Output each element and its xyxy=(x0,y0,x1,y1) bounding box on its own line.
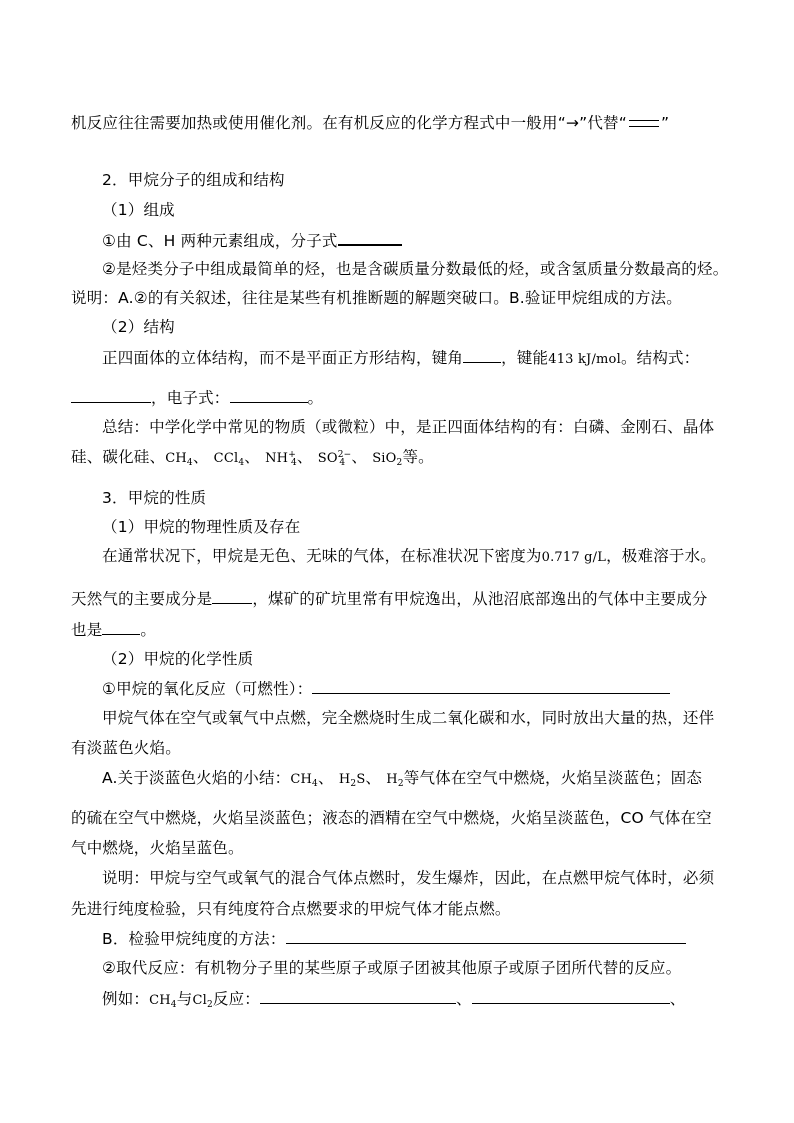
summary-line-1: 总结：中学化学中常见的物质（或微粒）中，是正四面体结构的有：白磷、金刚石、晶体 xyxy=(102,418,715,436)
purity-check-line: B．检验甲烷纯度的方法： xyxy=(102,928,686,949)
composition-line-1: ①由 C、H 两种元素组成，分子式 xyxy=(102,229,402,251)
formula-ch4: $CH_4$ xyxy=(149,993,177,1010)
formula-ccl4: CCl$_4$ xyxy=(213,451,245,468)
physical-properties-heading: （1）甲烷的物理性质及存在 xyxy=(102,518,301,536)
section-2-heading: 2．甲烷分子的组成和结构 xyxy=(102,171,285,189)
reaction-blank-1[interactable] xyxy=(260,988,456,1004)
explosion-note-line-2: 先进行纯度检验，只有纯度符合点燃要求的甲烷气体才能点燃。 xyxy=(71,900,511,918)
equals-sign-symbol xyxy=(629,120,659,127)
composition-note: 说明：A.②的有关叙述，往往是某些有机推断题的解题突破口。B.验证甲烷组成的方法。 xyxy=(71,289,682,307)
physical-line-2: 天然气的主要成分是 ，煤矿的矿坑里常有甲烷逸出，从池沼底部逸出的气体中主要成分 xyxy=(71,590,708,608)
natural-gas-blank[interactable] xyxy=(212,588,252,604)
composition-line-2: ②是烃类分子中组成最简单的烃，也是含碳质量分数最低的烃，或含氢质量分数最高的烃。 xyxy=(102,260,729,278)
formula-h2s: $H_2S$ xyxy=(338,772,366,789)
oxidation-line-1: 甲烷气体在空气或氧气中点燃，完全燃烧时生成二氧化碳和水，同时放出大量的热，还伴 xyxy=(102,709,715,727)
section-3-heading: 3．甲烷的性质 xyxy=(102,489,207,507)
physical-line-1: 在通常状况下，甲烷是无色、无味的气体，在标准状况下密度为0.717 g/L，极难溶于水。 xyxy=(102,547,716,565)
formula-h2: $H_2$ xyxy=(386,772,404,789)
reaction-blank-2[interactable] xyxy=(472,988,670,1004)
explosion-note-line-1: 说明：甲烷与空气或氧气的混合气体点燃时，发生爆炸，因此，在点燃甲烷气体时，必须 xyxy=(102,869,715,887)
formula-ch4: $CH_4$ xyxy=(165,451,193,468)
flame-summary-line-3: 气中燃烧，火焰呈蓝色。 xyxy=(71,839,244,857)
structural-formula-blank[interactable] xyxy=(71,387,151,403)
electron-formula-blank[interactable] xyxy=(230,387,308,403)
substitution-example: 例如：$CH_4$与$Cl_2$反应： 、 、 xyxy=(102,990,686,1010)
bond-angle-blank[interactable] xyxy=(463,347,501,363)
chemical-properties-heading: （2）甲烷的化学性质 xyxy=(102,650,254,668)
formula-so4: $SO^{2-}_4$ xyxy=(317,450,352,468)
flame-summary-line-1: A.关于淡蓝色火焰的小结：$CH_4$、 $H_2S$、 $H_2$等气体在空气中燃烧，火焰呈淡蓝色；固态 xyxy=(102,769,703,789)
oxidation-line-2: 有淡蓝色火焰。 xyxy=(71,739,181,757)
structure-line-1: 正四面体的立体结构，而不是平面正方形结构，键角 ，键能413 kJ/mol。结构式： xyxy=(102,349,700,367)
structure-heading: （2）结构 xyxy=(102,318,175,336)
physical-line-3: 也是 。 xyxy=(71,621,157,639)
oxidation-heading: ①甲烷的氧化反应（可燃性）： xyxy=(102,678,670,699)
intro-line: 机反应往往需要加热或使用催化剂。在有机反应的化学方程式中一般用“→”代替“ ” xyxy=(71,114,670,132)
summary-line-2: 硅、碳化硅、$CH_4$、 CCl$_4$、 $NH^+_4$、 $SO^{2-}_4$ 、 SiO$_2$等。 xyxy=(71,448,434,468)
structure-line-2: ，电子式： 。 xyxy=(71,387,323,408)
purity-method-blank[interactable] xyxy=(286,928,686,944)
composition-heading: （1）组成 xyxy=(102,201,175,219)
formula-cl2: $Cl_2$ xyxy=(192,993,213,1010)
oxidation-equation-blank[interactable] xyxy=(312,678,670,694)
marsh-gas-blank[interactable] xyxy=(102,619,140,635)
formula-sio2: SiO$_2$ xyxy=(372,451,403,468)
formula-nh4: $NH^+_4$ xyxy=(265,450,297,468)
molecular-formula-blank[interactable] xyxy=(338,229,402,246)
formula-ch4: $CH_4$ xyxy=(290,772,318,789)
substitution-definition: ②取代反应：有机物分子里的某些原子或原子团被其他原子或原子团所代替的反应。 xyxy=(102,959,682,977)
flame-summary-line-2: 的硫在空气中燃烧，火焰呈淡蓝色；液态的酒精在空气中燃烧，火焰呈淡蓝色，CO 气体在空 xyxy=(71,809,712,827)
